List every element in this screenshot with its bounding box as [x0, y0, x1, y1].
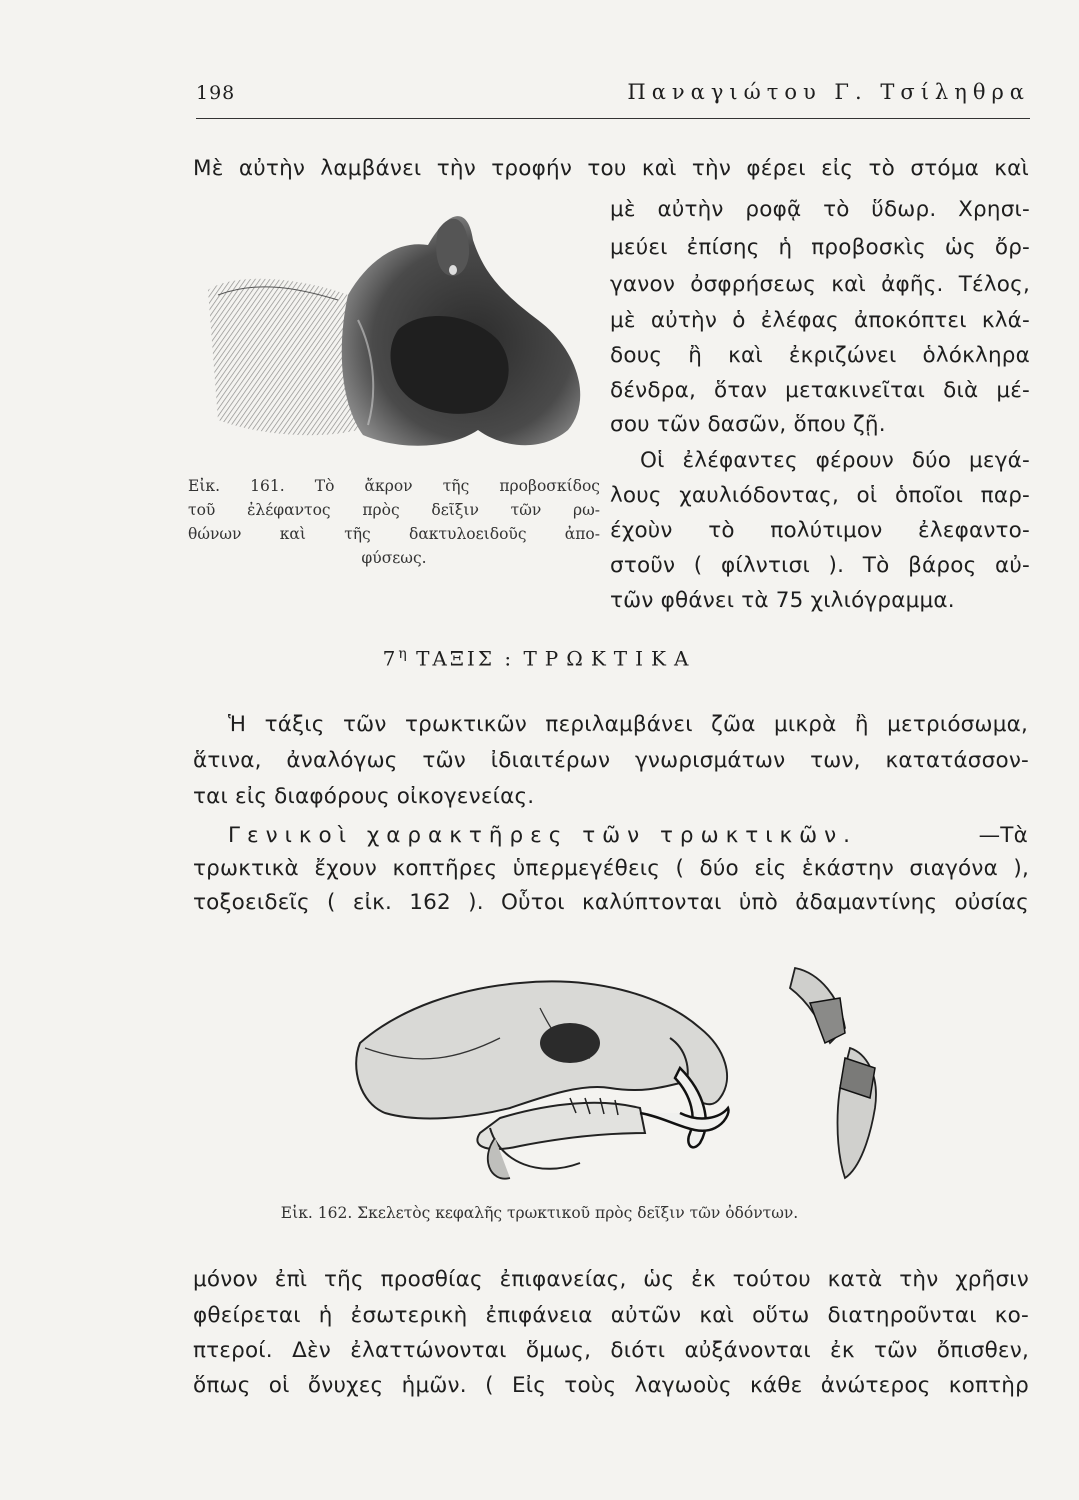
right-column-line: λους χαυλιόδοντας, οἱ ὁποῖοι παρ-	[610, 483, 1030, 508]
header-rule	[196, 118, 1030, 119]
paragraph-2-heading-tail: —Τὰ	[978, 823, 1028, 848]
section-number: 7	[382, 646, 399, 671]
right-column-line: Οἱ ἐλέφαντες φέρουν δύο μεγά-	[640, 448, 1030, 473]
paragraph-3-line: φθείρεται ἡ ἐσωτερικὴ ἐπιφάνεια αὐτῶν καὶ οὕτω διατηροῦνται κο-	[193, 1303, 1029, 1328]
right-column-line: δένδρα, ὅταν μετακινεῖται διὰ μέ-	[610, 378, 1030, 403]
right-column-line: στοῦν ( φίλντισι ). Τὸ βάρος αὐ-	[610, 553, 1030, 578]
right-column-line: δους ἢ καὶ ἐκριζώνει ὁλόκληρα	[610, 343, 1030, 368]
trunk-tip-illustration	[198, 200, 598, 470]
right-column-line: γανον ὀσφρήσεως καὶ ἀφῆς. Τέλος,	[610, 272, 1030, 297]
paragraph-3-line: μόνον ἐπὶ τῆς προσθίας ἐπιφανείας, ὡς ἐκ τούτου κατὰ τὴν χρῆσιν	[193, 1267, 1029, 1292]
paragraph-2-heading-line	[228, 823, 1028, 848]
right-column-line: έχοὺν τὸ πολύτιμον ἐλεφαντο-	[610, 518, 1030, 543]
page-number: 198	[196, 82, 236, 104]
caption-line: Εἰκ. 161. Τὸ ἄκρον τῆς προβοσκίδος	[188, 477, 600, 495]
right-column-line: μὲ αὐτὴν ροφᾷ τὸ ὕδωρ. Χρησι-	[610, 197, 1030, 222]
paragraph-1-line: Ἡ τάξις τῶν τρωκτικῶν περιλαμβάνει ζῶα μικρὰ ἢ μετριόσωμα,	[228, 712, 1028, 737]
paragraph-3-line: πτεροί. Δὲν ἐλαττώνονται ὅμως, διότι αὐξάνονται ἐκ τῶν ὄπισθεν,	[193, 1338, 1029, 1363]
paragraph-1-line: ται εἰς διαφόρους οἰκογενείας.	[193, 784, 535, 809]
right-column-line: μεύει ἐπίσης ἡ προβοσκὶς ὡς ὄρ-	[610, 235, 1030, 260]
right-column-line: σου τῶν δασῶν, ὅπου ζῇ.	[610, 412, 886, 437]
section-label: ΤΑΞΙΣ :	[406, 646, 524, 671]
intro-line: Μὲ αὐτὴν λαμβάνει τὴν τροφήν του καὶ τὴν φέρει εἰς τὸ στόμα καὶ	[193, 156, 1029, 181]
caption-line: θώνων καὶ τῆς δακτυλοειδοῦς ἀπο-	[188, 525, 600, 543]
paragraph-2-heading: Γενικοὶ χαρακτῆρες τῶν τρωκτικῶν.	[228, 823, 857, 848]
paragraph-1-line: ἅτινα, ἀναλόγως τῶν ἰδιαιτέρων γνωρισμάτων των, κατατάσσον-	[193, 748, 1029, 773]
rodent-skull-illustration	[340, 948, 900, 1198]
paragraph-2-line: τοξοειδεῖς ( εἰκ. 162 ). Οὗτοι καλύπτονται ὑπὸ ἀδαμαντίνης οὐσίας	[193, 890, 1029, 915]
right-column-line: μὲ αὐτὴν ὁ ἐλέφας ἀποκόπτει κλά-	[610, 308, 1030, 333]
caption-line: φύσεως.	[361, 549, 427, 567]
caption-line: τοῦ ἐλέφαντος πρὸς δεῖξιν τῶν ρω-	[188, 501, 600, 519]
right-column-line: τῶν φθάνει τὰ 75 χιλιόγραμμα.	[610, 588, 955, 613]
running-head: Παναγιώτου Γ. Τσίληθρα	[627, 80, 1030, 104]
figure-161-caption	[188, 474, 600, 570]
paragraph-3-line: ὅπως οἱ ὄνυχες ἡμῶν. ( Εἰς τοὺς λαγωοὺς κάθε ἀνώτερος κοπτὴρ	[193, 1373, 1029, 1398]
page-header	[196, 82, 1030, 122]
paragraph-2-line: τρωκτικὰ ἔχουν κοπτῆρες ὑπερμεγέθεις ( δύο εἰς ἑκάστην σιαγόνα ),	[193, 856, 1029, 881]
figure-162-caption: Εἰκ. 162. Σκελετὸς κεφαλῆς τρωκτικοῦ πρὸς δεῖξιν τῶν ὀδόντων.	[280, 1204, 799, 1222]
section-number-suffix: η	[398, 646, 407, 662]
section-title: ΤΡΩΚΤΙΚΑ	[523, 646, 697, 671]
section-heading	[0, 646, 1079, 671]
